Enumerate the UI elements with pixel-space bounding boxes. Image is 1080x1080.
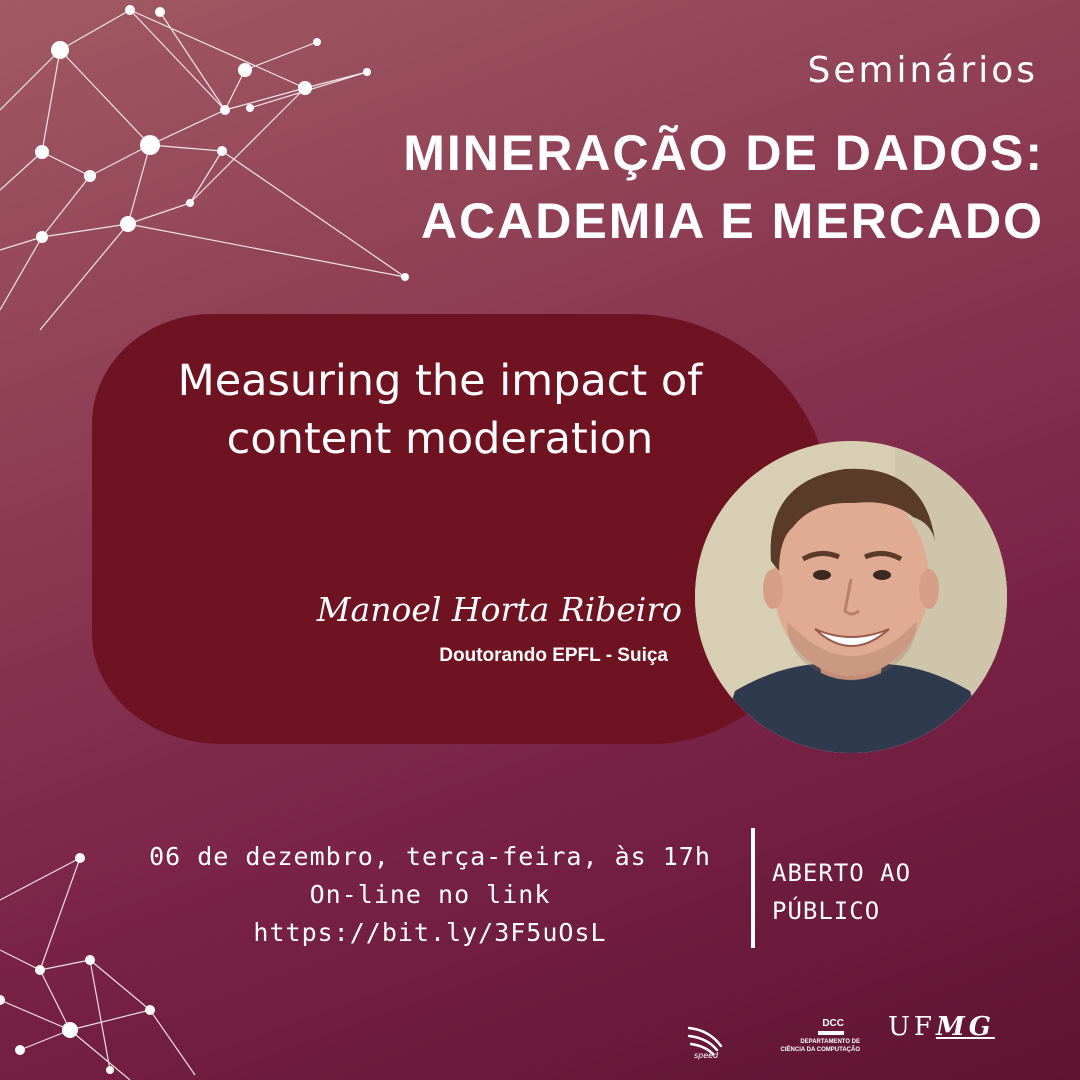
seminar-title-line-2: ACADEMIA E MERCADO <box>420 193 1044 249</box>
speed-logo-icon <box>683 1020 731 1068</box>
seminar-title-line-1: MINERAÇÃO DE DADOS: <box>403 125 1044 181</box>
speaker-name: Manoel Horta Ribeiro <box>316 590 682 629</box>
dcc-logo-bar <box>818 1031 844 1035</box>
dcc-logo-line-2: CIÊNCIA DA COMPUTAÇÃO <box>780 1047 860 1053</box>
ufmg-logo-uf: UF <box>888 1012 936 1042</box>
public-note-line-2: PÚBLICO <box>772 897 881 925</box>
series-label: Seminários <box>807 50 1038 91</box>
talk-title: Measuring the impact of content moderation <box>177 356 703 464</box>
event-details <box>120 838 740 952</box>
dcc-logo-title: DCC <box>822 1018 844 1029</box>
dcc-logo <box>760 1018 860 1054</box>
ufmg-logo <box>888 1012 995 1042</box>
speed-logo-text: speed <box>694 1051 719 1060</box>
event-location: On-line no link <box>309 880 551 909</box>
public-note-line-1: ABERTO AO <box>772 859 912 887</box>
ufmg-logo-mg: MG <box>935 1012 995 1042</box>
speaker-affiliation: Doutorando EPFL - Suiça <box>439 645 668 666</box>
divider <box>751 828 755 948</box>
speaker-photo <box>695 441 1007 753</box>
dcc-logo-line-1: DEPARTAMENTO DE <box>800 1039 860 1045</box>
event-link[interactable]: https://bit.ly/3F5uOsL <box>253 918 607 947</box>
event-date-time: 06 de dezembro, terça-feira, às 17h <box>149 842 711 871</box>
open-to-public-note <box>772 854 1032 930</box>
network-graphic-top-left <box>0 0 420 340</box>
